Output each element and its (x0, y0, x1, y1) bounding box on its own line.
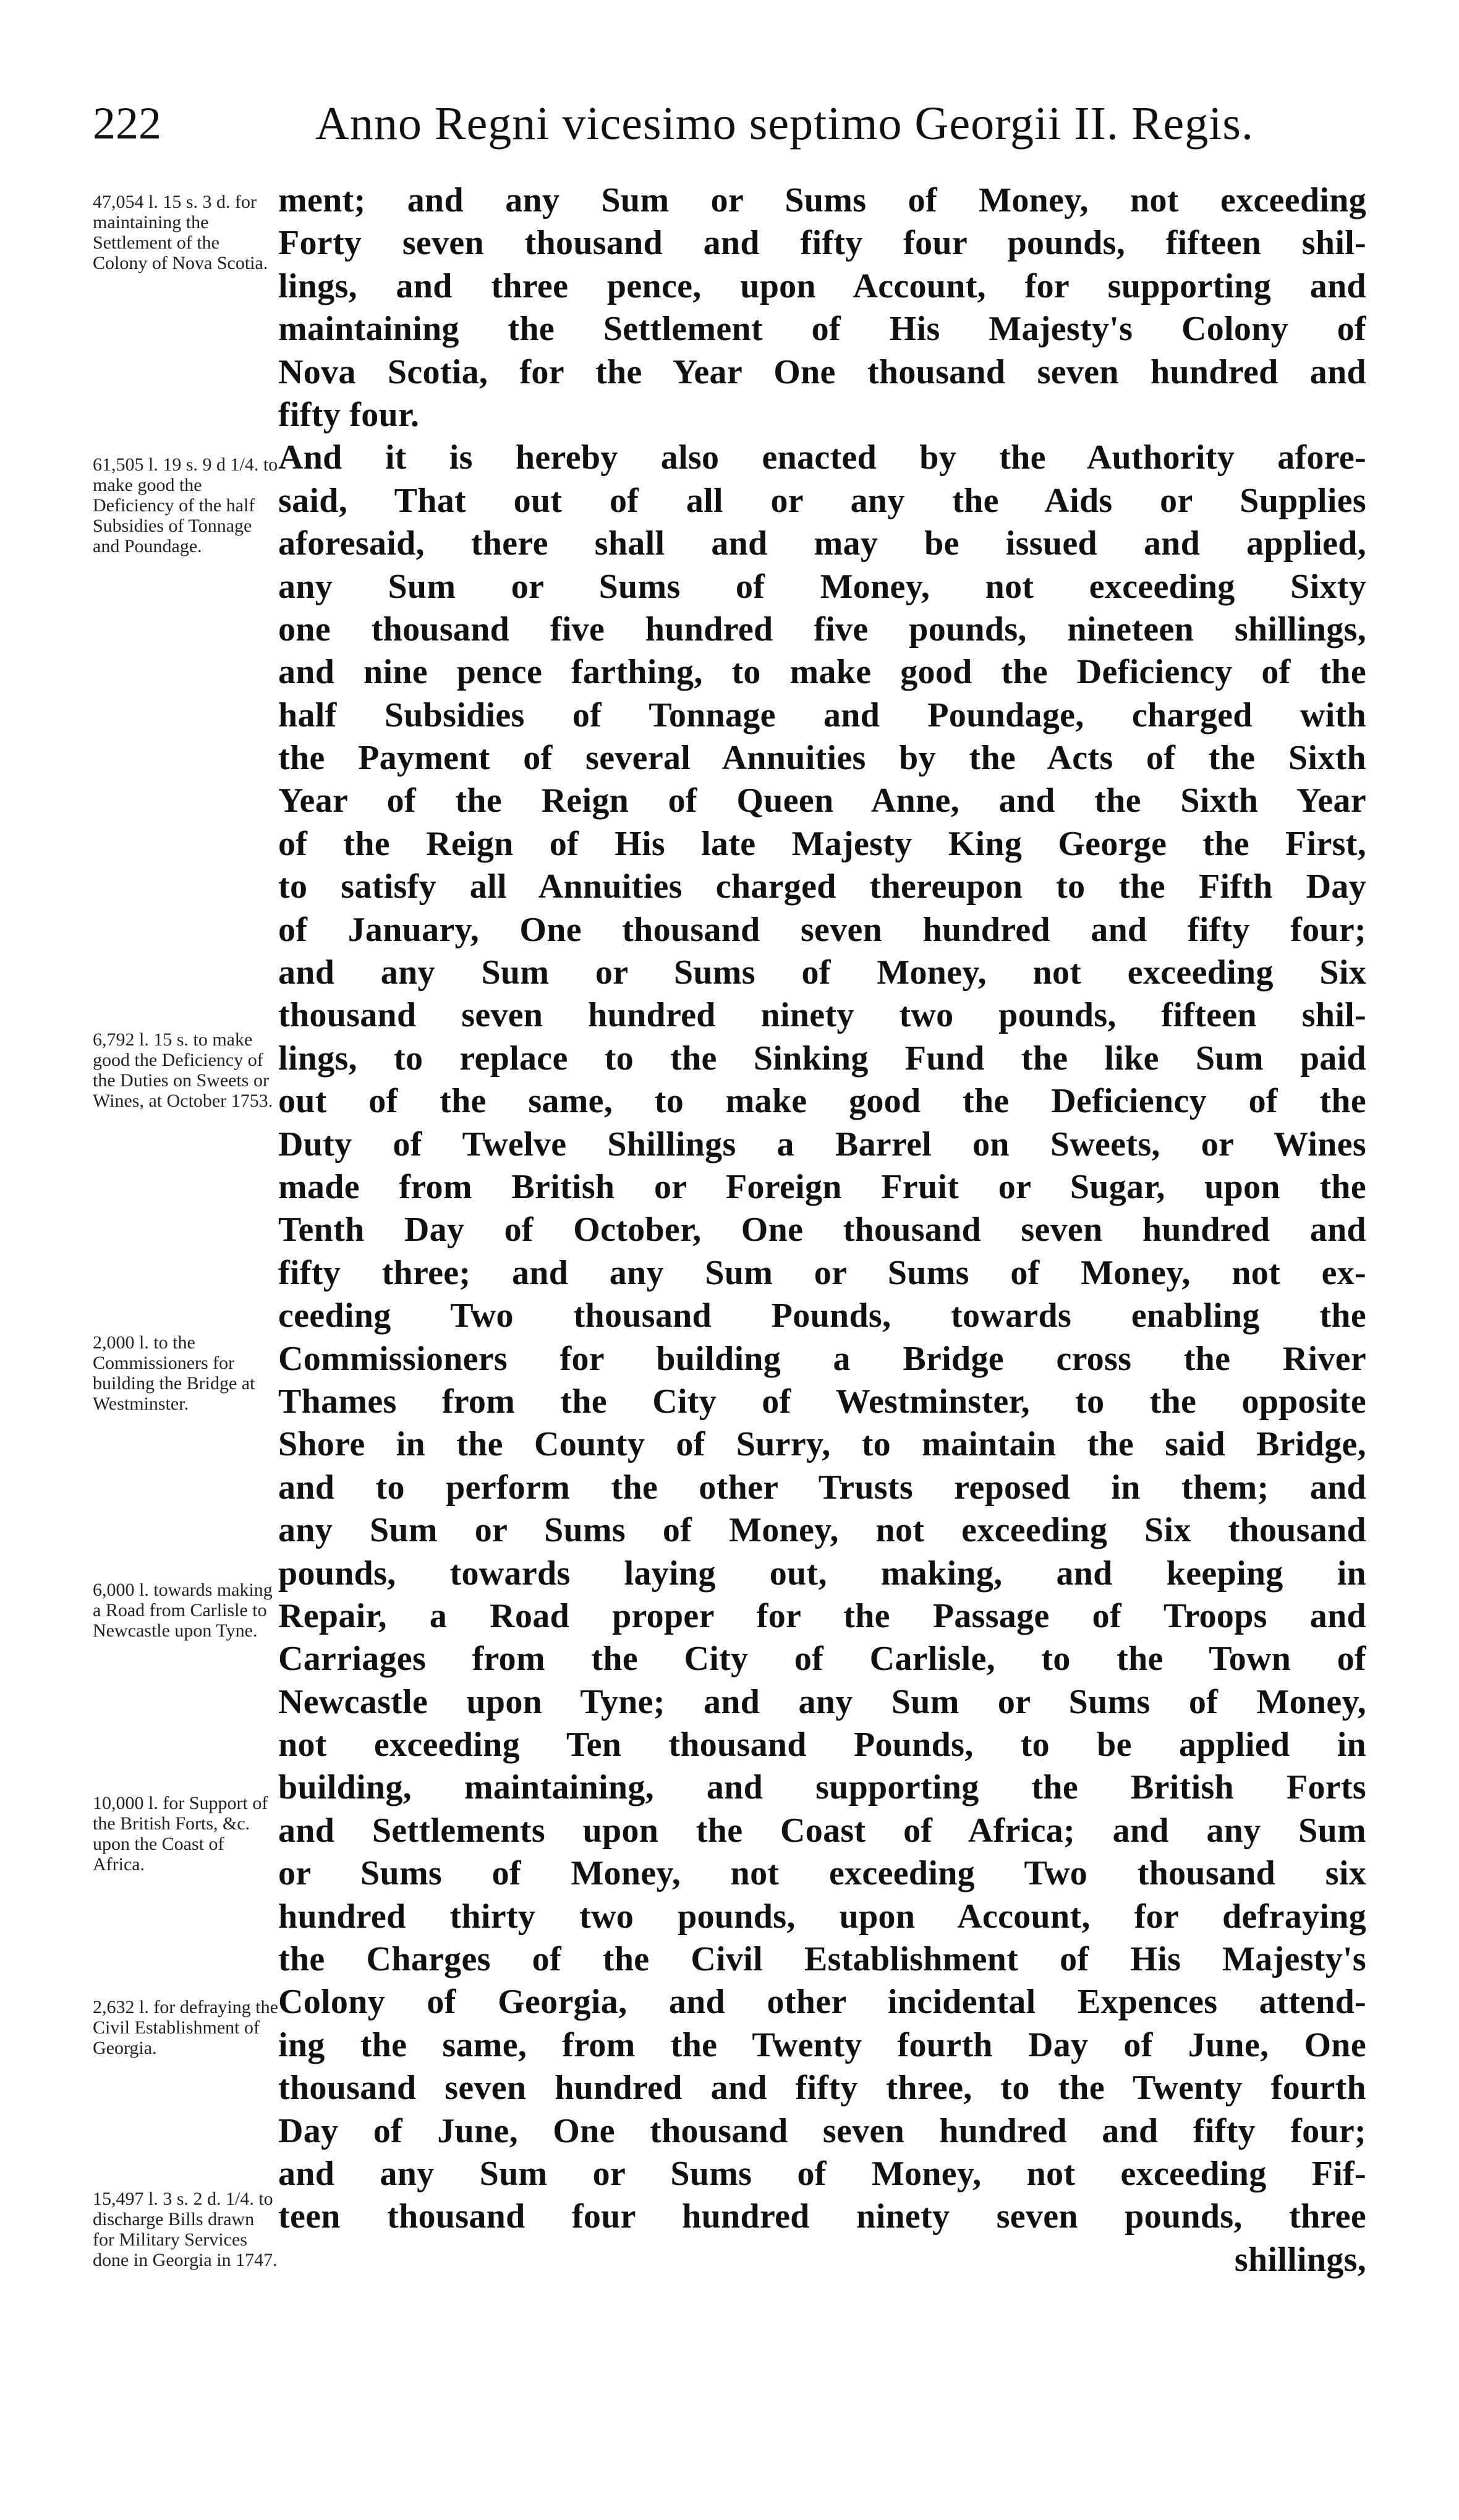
text-line: Year of the Reign of Queen Anne, and the Sixth Year (278, 781, 1366, 820)
text-line: or Sums of Money, not exceeding Two thousand six (278, 1854, 1366, 1893)
text-line: ing the same, from the Twenty fourth Day of June, One (278, 2025, 1366, 2064)
text-line: Repair, a Road proper for the Passage of Troops and (278, 1596, 1366, 1635)
text-line: Forty seven thousand and fifty four pounds, fifteen shil- (278, 224, 1366, 263)
text-line: maintaining the Settlement of His Majesty's Colony of (278, 310, 1366, 349)
text-line: and to perform the other Trusts reposed in them; and (278, 1468, 1366, 1507)
margin-note: 2,000 l. to the Commissioners for building the Bridge at Westminster. (93, 1332, 255, 1414)
text-line: Commissioners for building a Bridge cross the River (278, 1339, 1366, 1378)
page-number: 222 (93, 98, 161, 149)
text-line: Shore in the County of Surry, to maintain the said Bridge, (278, 1425, 1366, 1464)
text-line: teen thousand four hundred ninety seven pounds, three (278, 2197, 1366, 2236)
text-line: lings, to replace to the Sinking Fund the like Sum paid (278, 1039, 1366, 1078)
text-line: made from British or Foreign Fruit or Sugar, upon the (278, 1167, 1366, 1206)
text-line: fifty three; and any Sum or Sums of Money, not ex- (278, 1253, 1366, 1292)
text-line: Colony of Georgia, and other incidental Expences attend- (278, 1983, 1366, 2022)
text-line: of the Reign of His late Majesty King George the First, (278, 824, 1366, 863)
margin-note: 61,505 l. 19 s. 9 d 1/4. to make good the Deficiency of the half Subsidies of Tonnage and Poundage. (93, 454, 278, 556)
text-line: of January, One thousand seven hundred and fifty four; (278, 910, 1366, 949)
text-line: the Payment of several Annuities by the Acts of the Sixth (278, 739, 1366, 778)
text-line: fifty four. (278, 395, 420, 434)
margin-note: 15,497 l. 3 s. 2 d. 1/4. to discharge Bills drawn for Military Services done in Georgia in 1747. (93, 2189, 278, 2270)
text-line: hundred thirty two pounds, upon Account, for defraying (278, 1897, 1366, 1936)
page-header (93, 87, 1366, 161)
text-line: the Charges of the Civil Establishment of His Majesty's (278, 1940, 1366, 1979)
text-line: aforesaid, there shall and may be issued and applied, (278, 524, 1366, 563)
margin-note: 47,054 l. 15 s. 3 d. for maintaining the Settlement of the Colony of Nova Scotia. (93, 192, 268, 273)
text-line: lings, and three pence, upon Account, for supporting and (278, 266, 1366, 305)
text-line: said, That out of all or any the Aids or Supplies (278, 481, 1366, 520)
text-line: Carriages from the City of Carlisle, to the Town of (278, 1640, 1366, 1679)
text-line: Tenth Day of October, One thousand seven hundred and (278, 1211, 1366, 1249)
text-line: any Sum or Sums of Money, not exceeding Six thousand (278, 1511, 1366, 1550)
text-line: Nova Scotia, for the Year One thousand seven hundred and (278, 352, 1366, 391)
text-line: and nine pence farthing, to make good the Deficiency of the (278, 653, 1366, 692)
text-line: and Settlements upon the Coast of Africa; and any Sum (278, 1811, 1366, 1850)
text-line: Thames from the City of Westminster, to the opposite (278, 1382, 1366, 1421)
text-line: half Subsidies of Tonnage and Poundage, charged with (278, 696, 1366, 734)
text-line: and any Sum or Sums of Money, not exceeding Fif- (278, 2154, 1366, 2193)
margin-note: 10,000 l. for Support of the British Forts, &c. upon the Coast of Africa. (93, 1793, 268, 1875)
text-line: ment; and any Sum or Sums of Money, not exceeding (278, 181, 1366, 219)
text-line: and any Sum or Sums of Money, not exceeding Six (278, 953, 1366, 992)
text-line: pounds, towards laying out, making, and keeping in (278, 1554, 1366, 1593)
text-line: Newcastle upon Tyne; and any Sum or Sums of Money, (278, 1682, 1366, 1721)
catchword: shillings, (1234, 2240, 1366, 2279)
text-line: building, maintaining, and supporting the British Forts (278, 1768, 1366, 1807)
text-line: thousand seven hundred ninety two pounds, fifteen shil- (278, 996, 1366, 1035)
text-line: thousand seven hundred and fifty three, to the Twenty fourth (278, 2069, 1366, 2108)
text-line: not exceeding Ten thousand Pounds, to be applied in (278, 1726, 1366, 1764)
margin-note: 2,632 l. for defraying the Civil Establishment of Georgia. (93, 1997, 278, 2058)
margin-note: 6,792 l. 15 s. to make good the Deficiency of the Duties on Sweets or Wines, at October 1753. (93, 1029, 273, 1111)
text-line: Day of June, One thousand seven hundred and fifty four; (278, 2111, 1366, 2150)
text-line: Duty of Twelve Shillings a Barrel on Sweets, or Wines (278, 1125, 1366, 1164)
text-line: one thousand five hundred five pounds, nineteen shillings, (278, 610, 1366, 649)
running-title: Anno Regni vicesimo septimo Georgii II. Regis. (315, 98, 1254, 150)
text-line: out of the same, to make good the Deficiency of the (278, 1082, 1366, 1121)
text-line: And it is hereby also enacted by the Authority afore- (278, 438, 1366, 477)
text-line: ceeding Two thousand Pounds, towards enabling the (278, 1296, 1366, 1335)
text-line: to satisfy all Annuities charged thereupon to the Fifth Day (278, 867, 1366, 906)
text-line: any Sum or Sums of Money, not exceeding Sixty (278, 567, 1366, 606)
margin-note: 6,000 l. towards making a Road from Carlisle to Newcastle upon Tyne. (93, 1580, 273, 1641)
body-text (278, 179, 1366, 2281)
